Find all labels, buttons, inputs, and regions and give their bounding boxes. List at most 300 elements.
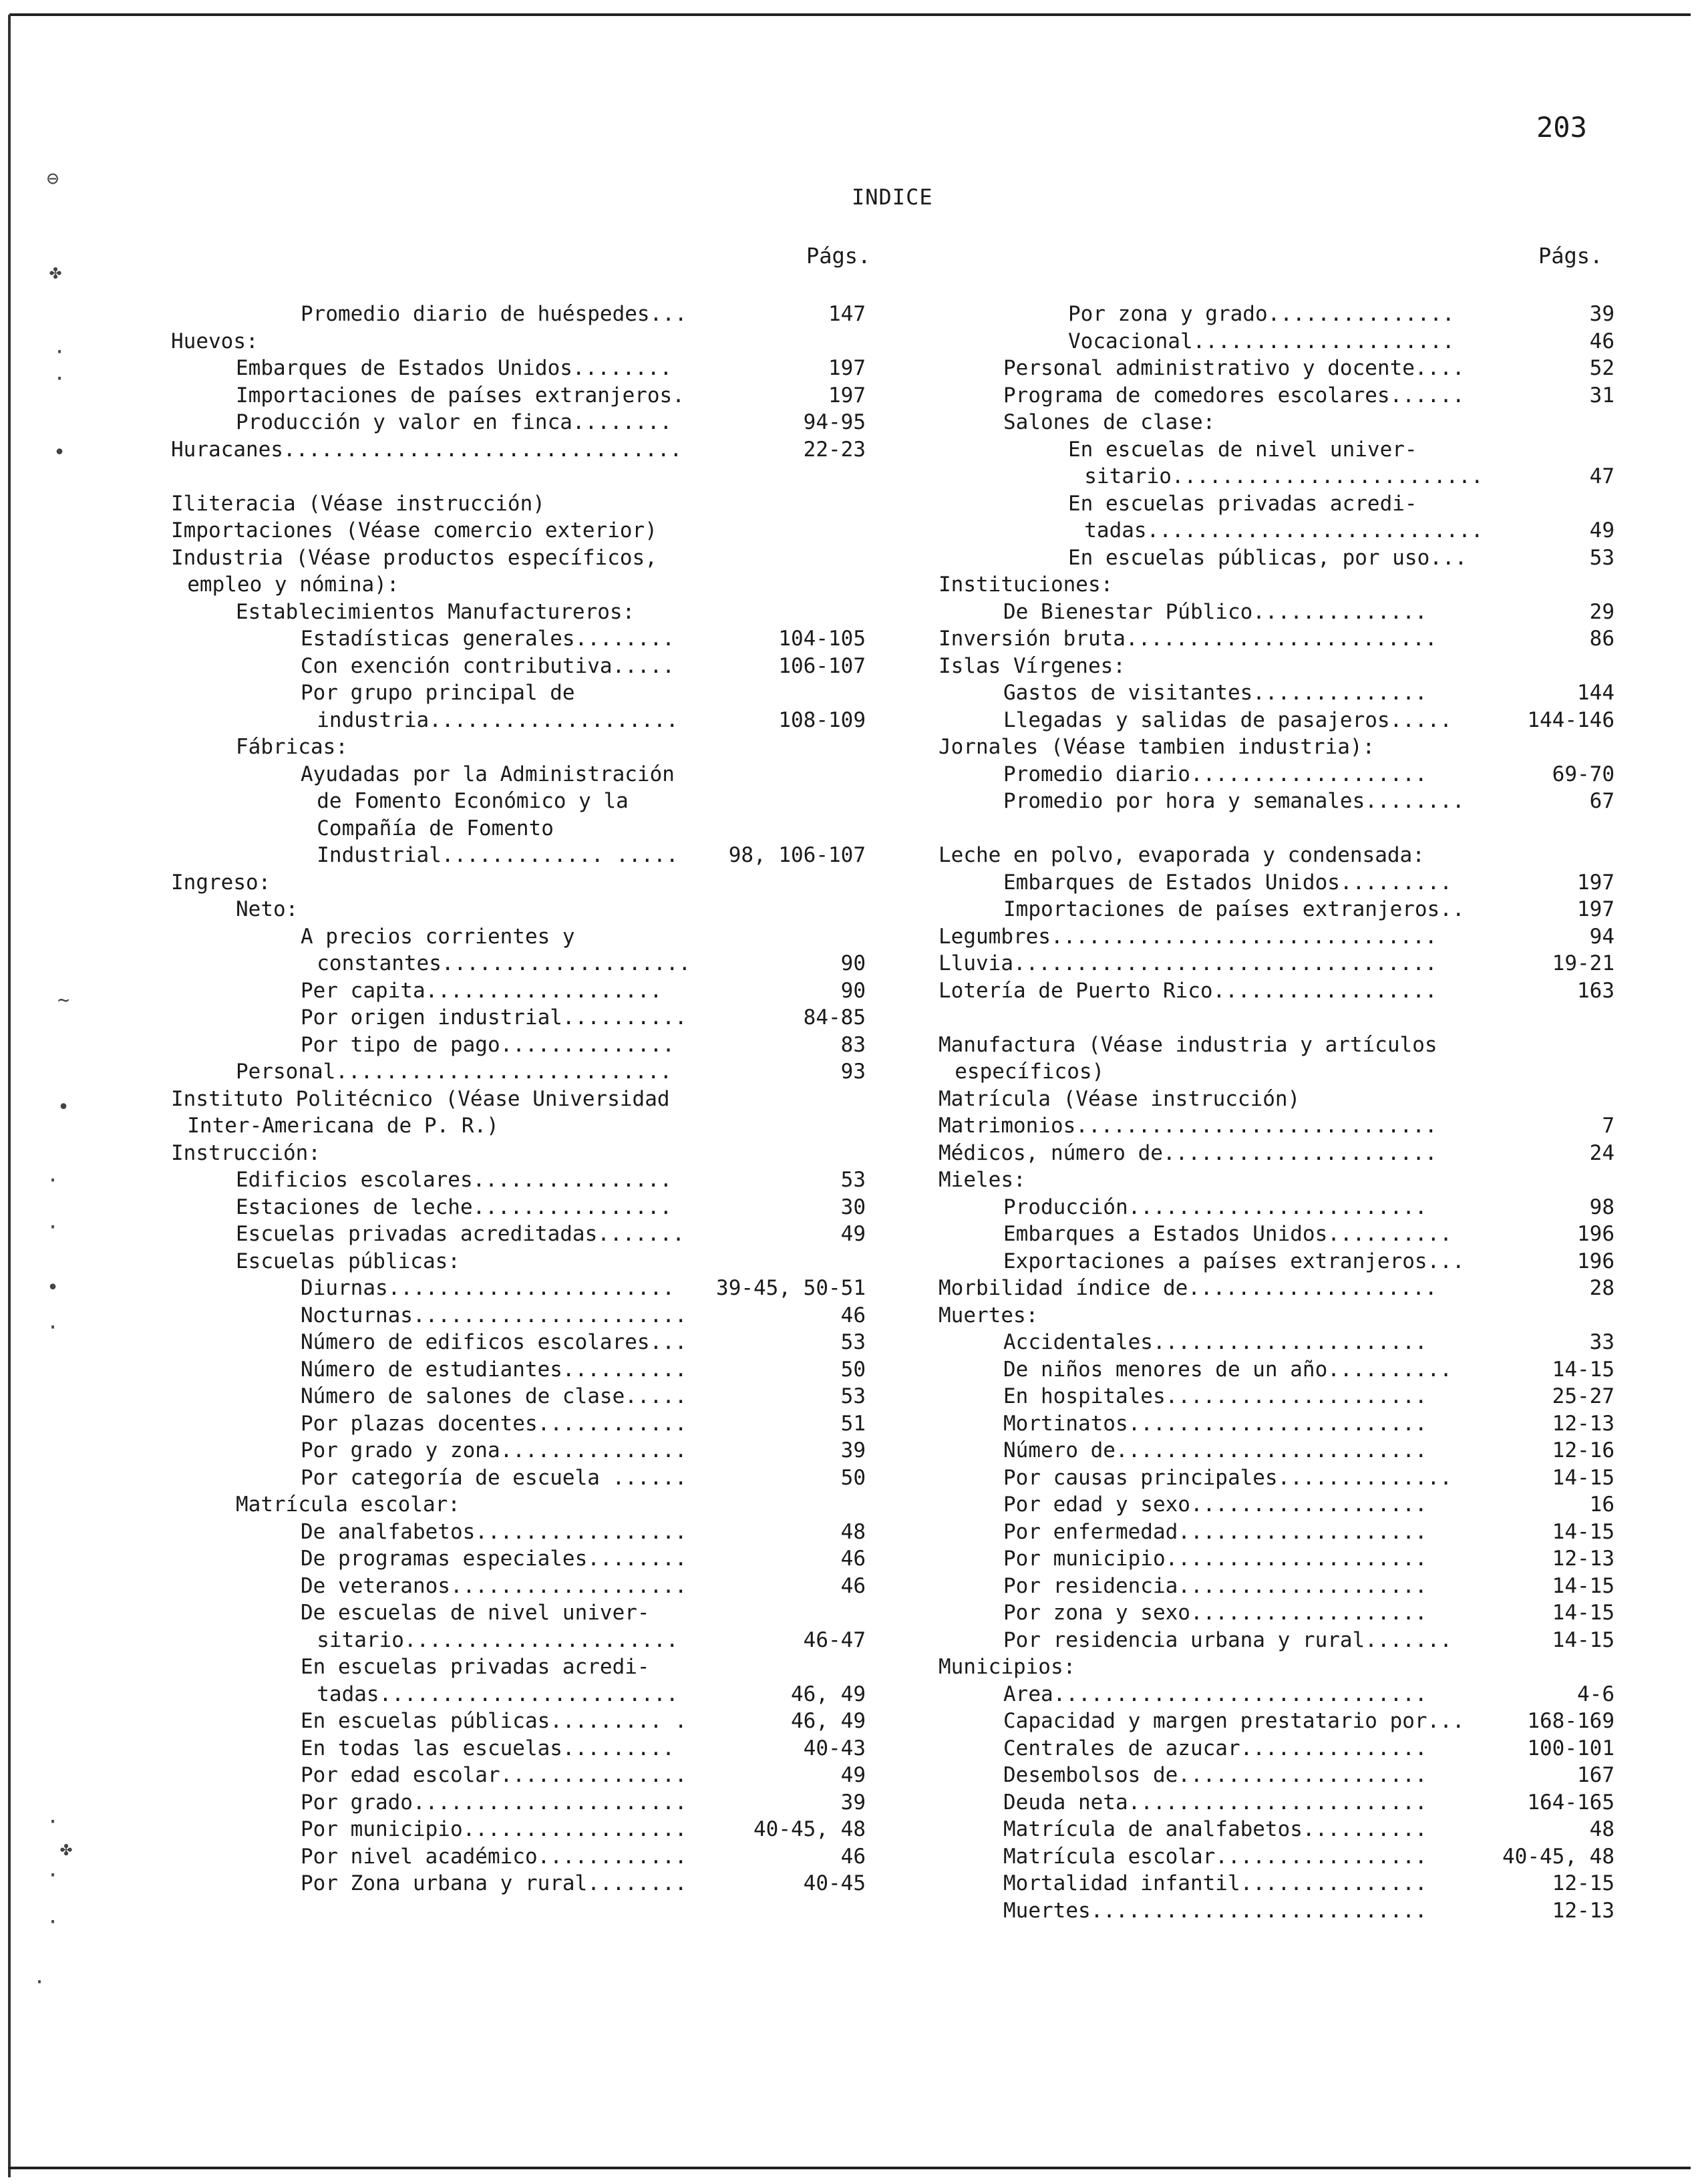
index-entry <box>171 328 866 355</box>
index-entry <box>939 409 1615 436</box>
index-entry-page: 67 <box>1589 789 1615 813</box>
index-entry-page: 83 <box>840 1032 866 1057</box>
index-entry-text: Islas Vírgenes: <box>939 653 1126 678</box>
index-entry-page: 84-85 <box>803 1005 866 1030</box>
index-entry <box>171 1708 866 1735</box>
index-entry-text: Promedio por hora y semanales........ <box>1003 789 1465 813</box>
index-entry <box>939 1248 1615 1275</box>
index-entry-page: 29 <box>1589 599 1615 624</box>
index-entry-text: Por zona y grado............... <box>1068 302 1455 326</box>
index-entry <box>171 571 866 599</box>
binding-mark: • <box>53 441 66 464</box>
index-entry-text: Vocacional..................... <box>1068 329 1455 353</box>
index-entry-text: En todas las escuelas......... <box>301 1736 675 1760</box>
index-entry-text: Mortalidad infantil............... <box>1003 1871 1427 1895</box>
index-entry <box>939 923 1615 951</box>
index-entry <box>171 1789 866 1817</box>
index-entry-page: 196 <box>1577 1249 1615 1273</box>
pags-header-right: Págs. <box>1538 243 1603 269</box>
index-entry-text: Por zona y sexo................... <box>1003 1601 1427 1625</box>
index-entry-text: Por grupo principal de <box>301 681 575 705</box>
index-entry-text: Embarques a Estados Unidos.......... <box>1003 1222 1452 1246</box>
index-entry-page: 46, 49 <box>791 1709 866 1733</box>
index-entry-text: Centrales de azucar............... <box>1003 1736 1427 1760</box>
index-entry-page: 50 <box>840 1465 866 1490</box>
index-entry-text: Matrícula de analfabetos.......... <box>1003 1817 1427 1841</box>
index-entry-text: Compañía de Fomento <box>317 816 554 840</box>
index-entry <box>939 1112 1615 1140</box>
index-entry <box>171 409 866 436</box>
index-entry <box>939 1166 1615 1194</box>
index-entry-page: 144 <box>1577 681 1615 705</box>
index-entry-text: Por edad escolar............... <box>301 1763 687 1787</box>
page-number: 203 <box>1536 111 1587 144</box>
index-entry-page: 16 <box>1589 1493 1615 1517</box>
index-entry <box>939 788 1615 815</box>
index-entry-text: empleo y nómina): <box>187 573 399 597</box>
index-entry <box>939 1302 1615 1330</box>
index-entry-text: Programa de comedores escolares...... <box>1003 383 1465 408</box>
index-entry-text: Muertes........................... <box>1003 1898 1427 1923</box>
index-entry-page: 167 <box>1577 1763 1615 1787</box>
index-entry-page: 86 <box>1589 627 1615 651</box>
binding-mark: ⊖ <box>47 167 59 190</box>
index-entry-text: Por nivel académico............ <box>301 1844 687 1869</box>
index-entry-page: 19-21 <box>1552 951 1615 975</box>
index-entry <box>171 436 866 464</box>
index-entry-page: 12-16 <box>1552 1438 1615 1462</box>
index-entry <box>171 1302 866 1330</box>
index-entry-text: Por origen industrial.......... <box>301 1005 687 1030</box>
index-entry-text: De analfabetos................. <box>301 1519 687 1544</box>
index-entry <box>171 599 866 626</box>
index-entry-text: Por causas principales.............. <box>1003 1465 1452 1490</box>
index-entry-page: 39-45, 50-51 <box>716 1276 866 1300</box>
page-frame-left <box>8 15 11 2177</box>
index-entry <box>939 1140 1615 1167</box>
index-entry-page: 22-23 <box>803 437 866 462</box>
index-column-right <box>939 301 1615 1924</box>
index-entry-text: De veteranos................... <box>301 1573 687 1598</box>
index-entry-page: 100-101 <box>1527 1736 1615 1760</box>
index-entry <box>939 707 1615 734</box>
index-entry-text: Ayudadas por la Administración <box>301 762 675 786</box>
index-entry-text: En escuelas públicas......... . <box>301 1709 687 1733</box>
index-entry-page: 40-45, 48 <box>753 1817 866 1841</box>
index-entry-text: Accidentales...................... <box>1003 1330 1427 1354</box>
index-entry-text: Con exención contributiva..... <box>301 653 675 678</box>
index-entry <box>171 1275 866 1302</box>
index-entry <box>171 869 866 897</box>
index-entry-text: Morbilidad índice de.................... <box>939 1276 1437 1300</box>
index-entry-text: Instituciones: <box>939 573 1114 597</box>
index-entry-page: 53 <box>840 1168 866 1192</box>
index-entry-page: 93 <box>840 1060 866 1084</box>
index-entry-text: Producción........................ <box>1003 1195 1427 1219</box>
index-entry-page: 69-70 <box>1552 762 1615 786</box>
index-entry <box>171 1681 866 1708</box>
index-entry-text: De escuelas de nivel univer- <box>301 1601 650 1625</box>
index-entry <box>171 1491 866 1519</box>
index-entry-page: 14-15 <box>1552 1573 1615 1598</box>
binding-hole-marks <box>27 147 87 2018</box>
page-frame-top <box>9 13 1691 16</box>
index-entry-text: Por enfermedad.................... <box>1003 1519 1427 1544</box>
index-entry-text: En escuelas privadas acredi- <box>301 1655 650 1679</box>
index-entry-page: 104-105 <box>778 627 866 651</box>
index-entry <box>171 1086 866 1113</box>
index-entry-text: Establecimientos Manufactureros: <box>236 599 635 624</box>
index-entry-text: Gastos de visitantes.............. <box>1003 681 1427 705</box>
binding-mark: · <box>47 1811 59 1834</box>
index-entry-text: Por residencia.................... <box>1003 1573 1427 1598</box>
index-entry <box>939 1437 1615 1464</box>
index-entry-text: Importaciones de países extranjeros. <box>236 383 685 408</box>
index-entry <box>171 625 866 653</box>
index-entry-text: Mortinatos........................ <box>1003 1411 1427 1436</box>
index-entry <box>171 1599 866 1627</box>
index-entry-text: Matrimonios............................. <box>939 1114 1437 1138</box>
index-entry <box>939 1897 1615 1925</box>
page-frame-bottom <box>8 2167 1691 2169</box>
index-entry-page: 144-146 <box>1527 708 1615 732</box>
index-entry-text: Jornales (Véase tambien industria): <box>939 735 1375 759</box>
binding-mark: · <box>53 367 66 391</box>
index-entry-text: Médicos, número de...................... <box>939 1140 1437 1165</box>
index-entry <box>939 977 1615 1005</box>
index-entry-page: 39 <box>1589 302 1615 326</box>
index-entry <box>939 382 1615 410</box>
index-entry-page: 39 <box>840 1438 866 1462</box>
index-entry-page: 94 <box>1589 924 1615 949</box>
index-entry <box>171 842 866 869</box>
binding-mark: ✤ <box>60 1837 73 1861</box>
index-entry-text: Por Zona urbana y rural........ <box>301 1871 687 1895</box>
index-entry-text: Legumbres............................... <box>939 924 1437 949</box>
index-entry-page: 40-45 <box>803 1871 866 1895</box>
index-entry-page: 163 <box>1577 978 1615 1003</box>
index-entry-page: 197 <box>1577 870 1615 895</box>
index-entry <box>939 1058 1615 1086</box>
index-entry <box>171 1519 866 1546</box>
index-entry <box>171 761 866 788</box>
index-entry <box>171 1004 866 1032</box>
index-entry-text: de Fomento Económico y la <box>317 789 629 813</box>
index-entry-text: Por residencia urbana y rural....... <box>1003 1627 1452 1652</box>
index-entry-text: Importaciones de países extranjeros.. <box>1003 897 1465 921</box>
index-entry <box>171 1166 866 1194</box>
index-entry <box>171 1112 866 1140</box>
index-entry-page: 46 <box>840 1844 866 1869</box>
index-entry <box>171 977 866 1005</box>
index-entry-text: Iliteracia (Véase instrucción) <box>171 491 545 516</box>
index-entry-page: 51 <box>840 1411 866 1436</box>
index-entry-text: Municipios: <box>939 1655 1076 1679</box>
index-entry <box>171 301 866 328</box>
index-entry <box>939 1816 1615 1843</box>
index-entry-text: Número de......................... <box>1003 1438 1427 1462</box>
index-entry-page: 106-107 <box>778 653 866 678</box>
index-entry <box>939 1194 1615 1221</box>
index-entry <box>939 1464 1615 1492</box>
index-entry <box>171 1464 866 1492</box>
index-entry <box>939 869 1615 897</box>
binding-mark: ✤ <box>49 261 62 284</box>
index-entry-text: En escuelas de nivel univer- <box>1068 437 1417 462</box>
index-entry <box>171 923 866 951</box>
index-entry <box>939 1383 1615 1410</box>
index-entry-page: 48 <box>840 1519 866 1544</box>
index-entry-page: 147 <box>828 302 866 326</box>
index-entry-page: 24 <box>1589 1140 1615 1165</box>
index-entry <box>171 1383 866 1410</box>
index-entry-page: 46-47 <box>803 1627 866 1652</box>
index-entry-text: industria.................... <box>317 708 679 732</box>
index-entry-text: Inversión bruta......................... <box>939 627 1437 651</box>
index-entry-page: 47 <box>1589 464 1615 488</box>
index-entry-text: sitario......................... <box>1084 464 1484 488</box>
index-entry-text: Instrucción: <box>171 1140 321 1165</box>
index-entry-text: Inter-Americana de P. R.) <box>187 1114 499 1138</box>
index-entry <box>939 1519 1615 1546</box>
index-entry <box>171 382 866 410</box>
index-entry-page: 14-15 <box>1552 1627 1615 1652</box>
index-entry-page: 7 <box>1602 1114 1615 1138</box>
index-entry <box>939 1870 1615 1897</box>
index-entry-text: específicos) <box>955 1060 1105 1084</box>
index-entry-page: 98, 106-107 <box>728 843 866 867</box>
index-entry-page: 40-45, 48 <box>1502 1844 1615 1869</box>
index-entry-text: Número de salones de clase..... <box>301 1384 687 1408</box>
index-entry-text: De programas especiales........ <box>301 1547 687 1571</box>
index-entry-page: 33 <box>1589 1330 1615 1354</box>
index-entry-text: En escuelas públicas, por uso... <box>1068 545 1468 570</box>
index-entry-page: 49 <box>840 1763 866 1787</box>
index-entry-text: Por grado...................... <box>301 1790 687 1815</box>
index-entry-page: 94-95 <box>803 410 866 434</box>
index-entry <box>939 436 1615 464</box>
index-entry <box>939 734 1615 761</box>
index-entry-text: Industria (Véase productos específicos, <box>171 545 657 570</box>
index-entry <box>171 1437 866 1464</box>
index-entry <box>171 1248 866 1275</box>
page-title: INDICE <box>852 184 933 210</box>
binding-mark: · <box>47 1316 59 1340</box>
index-entry <box>171 1843 866 1871</box>
index-entry-text: tadas........................ <box>317 1682 679 1706</box>
index-entry <box>939 599 1615 626</box>
index-entry-page: 31 <box>1589 383 1615 408</box>
binding-mark: • <box>47 1276 59 1299</box>
index-entry <box>939 1573 1615 1600</box>
index-entry-text: Per capita................... <box>301 978 663 1003</box>
index-entry <box>939 625 1615 653</box>
index-entry-text: Leche en polvo, evaporada y condensada: <box>939 843 1425 867</box>
binding-mark: · <box>47 1169 59 1193</box>
index-entry <box>171 355 866 382</box>
index-entry-page: 53 <box>1589 545 1615 570</box>
index-entry-text: Por edad y sexo................... <box>1003 1493 1427 1517</box>
index-entry <box>939 1032 1615 1059</box>
index-entry-text: Lotería de Puerto Rico.................. <box>939 978 1437 1003</box>
index-entry <box>171 1735 866 1762</box>
index-entry-text: De niños menores de un año.......... <box>1003 1357 1452 1382</box>
index-entry-page: 40-43 <box>803 1736 866 1760</box>
index-entry-text: Por tipo de pago.............. <box>301 1032 675 1057</box>
index-entry-page: 197 <box>1577 897 1615 921</box>
binding-mark: · <box>33 1971 46 1994</box>
index-entry <box>939 1086 1615 1113</box>
index-entry <box>939 1735 1615 1762</box>
index-entry <box>171 1870 866 1897</box>
index-entry-text: Promedio diario................... <box>1003 762 1427 786</box>
index-entry <box>939 1491 1615 1519</box>
index-entry-text: Diurnas....................... <box>301 1276 675 1300</box>
index-entry-page: 164-165 <box>1527 1790 1615 1815</box>
index-entry <box>171 1194 866 1221</box>
index-entry-page: 4-6 <box>1577 1682 1615 1706</box>
index-entry-text: Huevos: <box>171 329 259 353</box>
index-entry-text: Importaciones (Véase comercio exterior) <box>171 518 657 542</box>
index-entry-text: Embarques de Estados Unidos......... <box>1003 870 1452 895</box>
index-entry-text: Promedio diario de huéspedes... <box>301 302 687 326</box>
index-entry <box>939 463 1615 490</box>
index-entry-text: Personal........................... <box>236 1060 673 1084</box>
index-entry <box>171 788 866 815</box>
binding-mark: · <box>53 341 66 364</box>
index-entry-page: 46, 49 <box>791 1682 866 1706</box>
binding-mark: • <box>57 1096 70 1119</box>
index-entry <box>171 1329 866 1356</box>
index-entry <box>939 1681 1615 1708</box>
index-entry-page: 30 <box>840 1195 866 1219</box>
index-entry <box>171 1545 866 1573</box>
index-entry-page: 50 <box>840 1357 866 1382</box>
index-entry-page: 98 <box>1589 1195 1615 1219</box>
index-entry-text: Capacidad y margen prestatario por... <box>1003 1709 1465 1733</box>
index-entry <box>939 896 1615 923</box>
index-entry-page: 46 <box>1589 329 1615 353</box>
index-entry-text: Por municipio.................. <box>301 1817 687 1841</box>
index-entry-text: Matrícula escolar: <box>236 1493 460 1517</box>
index-entry-page: 14-15 <box>1552 1357 1615 1382</box>
index-entry <box>939 1275 1615 1302</box>
index-entry-text: Por categoría de escuela ...... <box>301 1465 687 1490</box>
index-entry <box>939 1329 1615 1356</box>
index-entry <box>939 950 1615 977</box>
index-entry-page: 46 <box>840 1303 866 1328</box>
index-entry <box>171 1032 866 1059</box>
index-entry <box>939 544 1615 572</box>
index-entry-text: Escuelas públicas: <box>236 1249 460 1273</box>
index-entry-page: 49 <box>840 1222 866 1246</box>
index-entry-page: 90 <box>840 978 866 1003</box>
index-entry-text: Producción y valor en finca........ <box>236 410 673 434</box>
index-entry-text: Matrícula (Véase instrucción) <box>939 1086 1301 1111</box>
binding-mark: ~ <box>57 989 70 1012</box>
index-entry-text: Ingreso: <box>171 870 271 895</box>
index-entry-page: 53 <box>840 1330 866 1354</box>
index-entry <box>171 707 866 734</box>
index-entry <box>171 734 866 761</box>
index-entry-text: Muertes: <box>939 1303 1039 1328</box>
index-entry-text: Estaciones de leche................ <box>236 1195 673 1219</box>
index-entry <box>939 490 1615 518</box>
binding-mark: · <box>47 1864 59 1887</box>
index-entry <box>939 1627 1615 1654</box>
index-entry-text: Area.............................. <box>1003 1682 1427 1706</box>
index-entry <box>939 1545 1615 1573</box>
index-entry-text: Embarques de Estados Unidos........ <box>236 356 673 380</box>
index-entry <box>939 355 1615 382</box>
index-entry-text: Número de edificos escolares... <box>301 1330 687 1354</box>
index-entry <box>171 896 866 923</box>
index-entry-text: En hospitales..................... <box>1003 1384 1427 1408</box>
index-entry-text: Exportaciones a países extranjeros... <box>1003 1249 1465 1273</box>
index-entry <box>939 328 1615 355</box>
index-entry-page: 52 <box>1589 356 1615 380</box>
index-entry <box>939 1410 1615 1438</box>
index-entry-text: A precios corrientes y <box>301 924 575 949</box>
index-entry-page: 14-15 <box>1552 1465 1615 1490</box>
index-entry <box>939 761 1615 788</box>
index-entry <box>171 950 866 977</box>
index-entry-page: 12-13 <box>1552 1411 1615 1436</box>
index-entry-page: 168-169 <box>1527 1709 1615 1733</box>
index-entry <box>171 1356 866 1384</box>
index-entry <box>939 1356 1615 1384</box>
index-entry <box>171 1058 866 1086</box>
index-entry-text: Desembolsos de.................... <box>1003 1763 1427 1787</box>
index-entry <box>939 1221 1615 1248</box>
index-entry-text: Industrial............. ..... <box>317 843 679 867</box>
index-entry <box>939 653 1615 680</box>
index-entry-text: tadas........................... <box>1084 518 1484 542</box>
index-entry <box>171 490 866 518</box>
index-entry-text: Por plazas docentes............ <box>301 1411 687 1436</box>
index-entry-page: 108-109 <box>778 708 866 732</box>
index-entry-text: Escuelas privadas acreditadas....... <box>236 1222 685 1246</box>
index-entry <box>171 1654 866 1681</box>
index-entry-text: Neto: <box>236 897 299 921</box>
index-entry-text: Fábricas: <box>236 735 348 759</box>
index-entry-page: 48 <box>1589 1817 1615 1841</box>
index-entry <box>171 1410 866 1438</box>
index-entry <box>171 1816 866 1843</box>
index-entry <box>171 815 866 842</box>
index-entry-text: Estadísticas generales........ <box>301 627 675 651</box>
index-entry-text: Huracanes................................ <box>171 437 683 462</box>
pags-header-left: Págs. <box>806 243 871 269</box>
index-entry-text: sitario...................... <box>317 1627 679 1652</box>
index-entry <box>939 679 1615 707</box>
index-entry-text: Llegadas y salidas de pasajeros..... <box>1003 708 1452 732</box>
index-entry-page: 197 <box>828 383 866 408</box>
index-entry-page: 197 <box>828 356 866 380</box>
index-entry <box>939 842 1615 869</box>
index-entry-text: Nocturnas...................... <box>301 1303 687 1328</box>
index-column-left <box>171 301 866 1897</box>
index-entry-page: 49 <box>1589 518 1615 542</box>
index-entry <box>171 653 866 680</box>
index-entry-page: 196 <box>1577 1222 1615 1246</box>
index-entry-text: Manufactura (Véase industria y artículos <box>939 1032 1437 1057</box>
index-entry-text: Instituto Politécnico (Véase Universidad <box>171 1086 670 1111</box>
index-entry-text: Matrícula escolar................. <box>1003 1844 1427 1869</box>
index-entry-page: 46 <box>840 1573 866 1598</box>
binding-mark: · <box>47 1216 59 1239</box>
index-entry <box>171 1627 866 1654</box>
